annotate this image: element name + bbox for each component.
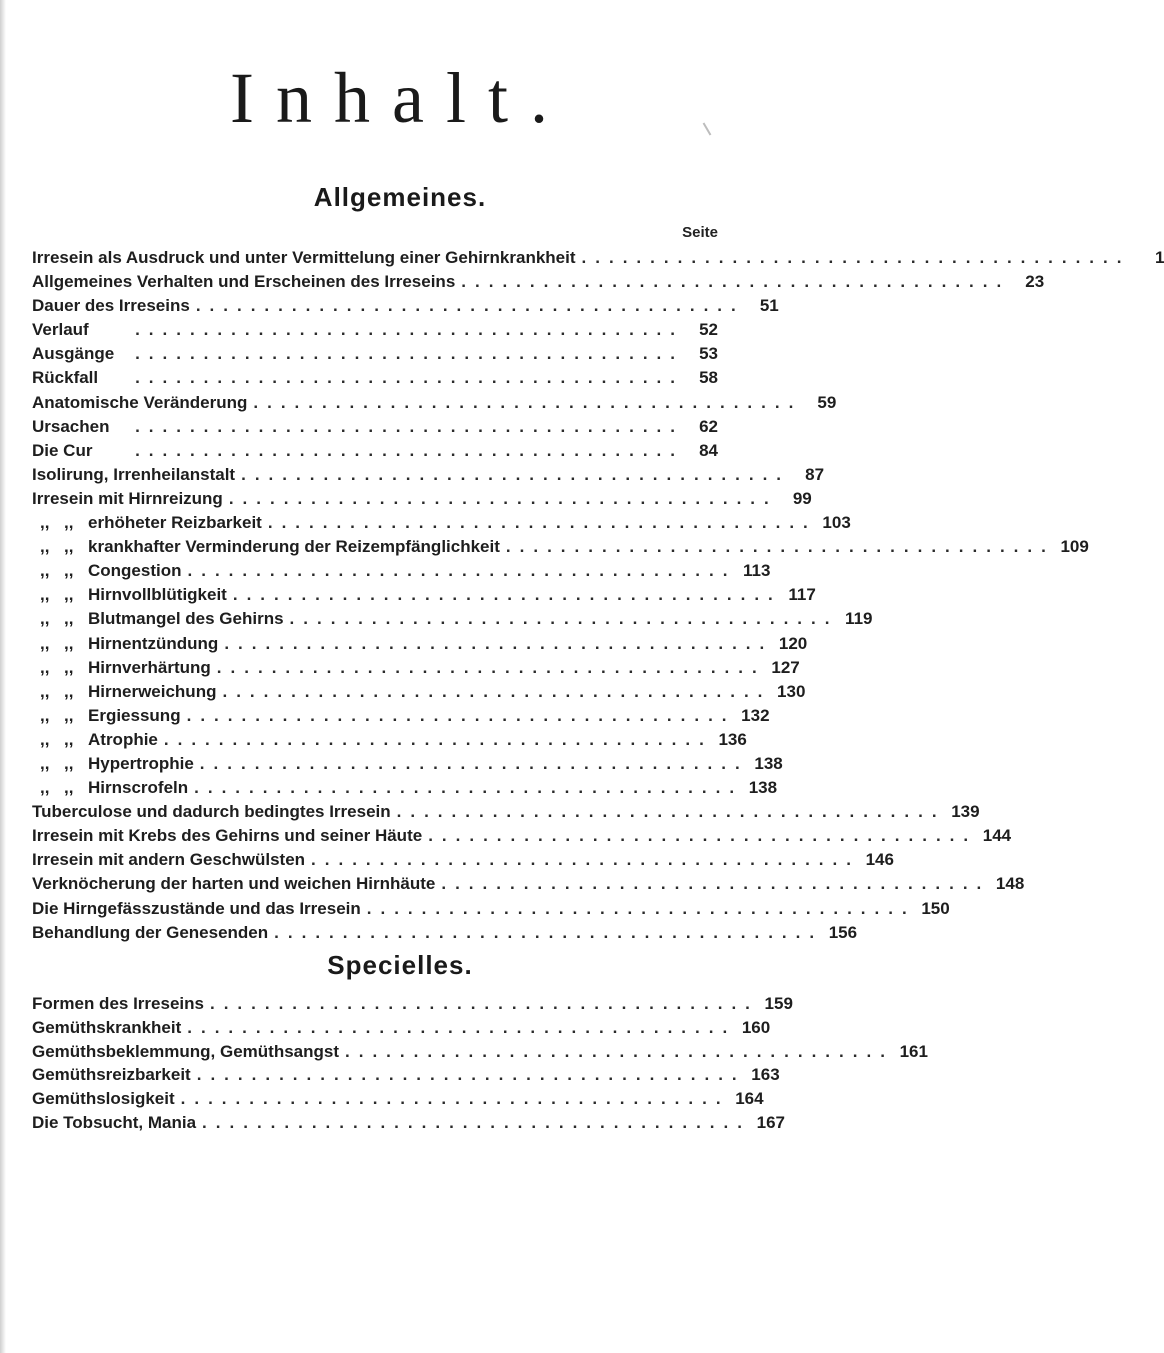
ditto-mark: ,, — [40, 513, 50, 533]
ditto-marks — [32, 656, 88, 680]
dot-leader: ........................................ — [163, 729, 713, 749]
dot-leader: ........................................ — [253, 392, 803, 412]
toc-entry-page: 84 — [699, 440, 718, 460]
ditto-mark: ,, — [40, 681, 50, 701]
ditto-mark: ,, — [40, 537, 50, 557]
toc-entry-title: Die Tobsucht, Mania — [32, 1112, 197, 1132]
ditto-mark: ,, — [64, 633, 74, 653]
dot-leader: ........................................ — [199, 753, 749, 773]
toc-entry-page: 87 — [805, 464, 825, 484]
toc-entry-page: 159 — [764, 994, 793, 1013]
toc-entry-page: 120 — [778, 633, 808, 653]
dot-leader: ........................................ — [232, 585, 782, 605]
toc-entry — [32, 1087, 764, 1111]
ditto-marks — [32, 607, 88, 631]
section-heading-general: Allgemeines. — [313, 182, 487, 212]
toc-entry-title: Irresein mit Krebs des Gehirns und seiner Häute — [32, 826, 423, 846]
toc-entry-page: 59 — [817, 392, 837, 412]
toc-entry-page: 62 — [699, 416, 718, 436]
toc-list-special — [32, 992, 928, 1135]
toc-entry-title: Formen des Irreseins — [32, 994, 204, 1013]
ditto-mark: ,, — [64, 609, 74, 629]
toc-entry — [32, 800, 980, 824]
ditto-marks — [32, 776, 88, 800]
toc-entry — [32, 318, 718, 342]
toc-entry-page: 130 — [777, 681, 806, 701]
toc-entry-title: Die Hirngefässzustände und das Irresein — [32, 898, 361, 918]
dot-leader: ........................................ — [366, 898, 916, 918]
toc-entry — [32, 728, 747, 752]
toc-entry — [32, 342, 718, 366]
toc-entry-page: 113 — [743, 561, 771, 581]
toc-entry — [32, 632, 808, 656]
dot-leader: ........................................ — [428, 826, 978, 846]
toc-entry-page: 127 — [771, 657, 800, 677]
toc-entry-title: Isolirung, Irrenheilanstalt — [32, 464, 236, 484]
toc-list-general — [32, 246, 1164, 945]
toc-entry — [32, 1016, 771, 1040]
toc-entry — [32, 680, 806, 704]
toc-entry-title: Ausgänge — [32, 344, 115, 364]
dot-leader: ........................................ — [135, 440, 684, 460]
toc-entry — [32, 848, 894, 872]
toc-entry-title: Hirnscrofeln — [88, 778, 189, 798]
ditto-marks — [32, 583, 88, 607]
toc-entry — [32, 776, 778, 800]
ditto-marks — [32, 632, 88, 656]
toc-entry-page: 160 — [741, 1017, 771, 1037]
toc-entry — [32, 463, 825, 487]
toc-entry-page: 138 — [748, 778, 778, 798]
ditto-marks — [32, 704, 88, 728]
toc-entry-title: Hirnvollblütigkeit — [88, 585, 227, 605]
toc-entry-page: 109 — [1060, 537, 1089, 557]
dot-leader: ........................................ — [135, 416, 684, 436]
toc-entry-title: Anatomische Veränderung — [32, 392, 248, 412]
toc-entry — [32, 487, 812, 511]
dot-leader: ........................................ — [241, 464, 791, 484]
dot-leader: ........................................ — [505, 537, 1055, 557]
ditto-mark: ,, — [40, 657, 50, 677]
dot-leader: ........................................ — [194, 778, 744, 798]
ditto-mark: ,, — [64, 681, 74, 701]
dot-leader: ........................................ — [187, 1017, 737, 1037]
toc-entry — [32, 872, 1025, 896]
toc-entry — [32, 607, 873, 631]
toc-entry — [32, 415, 718, 439]
toc-entry — [32, 246, 1164, 270]
toc-entry — [32, 559, 771, 583]
dot-leader: ........................................ — [289, 609, 839, 629]
toc-entry-page: 23 — [1025, 272, 1045, 292]
toc-entry-title: Congestion — [88, 561, 182, 581]
dot-leader: ........................................ — [135, 368, 684, 388]
toc-entry-title: krankhafter Verminderung der Reizempfänglichkeit — [88, 537, 500, 557]
toc-entry-title: Gemüthsreizbarkeit — [32, 1065, 191, 1085]
toc-entry-page: 164 — [735, 1089, 764, 1109]
ditto-mark: ,, — [40, 561, 50, 581]
toc-entry-title: Behandlung der Genesenden — [32, 922, 269, 942]
toc-entry — [32, 656, 800, 680]
ditto-marks — [32, 728, 88, 752]
dot-leader: ........................................ — [581, 248, 1131, 267]
toc-entry-title: Ursachen — [32, 416, 110, 436]
toc-entry — [32, 511, 851, 535]
ditto-marks — [32, 752, 88, 776]
toc-entry — [32, 391, 837, 415]
dot-leader: ........................................ — [202, 1112, 751, 1132]
dot-leader: ........................................ — [196, 1065, 746, 1085]
ditto-mark: ,, — [64, 778, 74, 798]
toc-entry-page: 150 — [921, 898, 950, 918]
ditto-mark: ,, — [64, 537, 74, 557]
toc-entry-title: Irresein mit Hirnreizung — [32, 488, 223, 508]
ditto-marks — [32, 535, 88, 559]
toc-entry — [32, 1063, 780, 1087]
toc-entry-page: 117 — [788, 585, 816, 605]
toc-entry-page: 163 — [751, 1065, 780, 1085]
ditto-mark: ,, — [40, 778, 50, 798]
toc-entry-title: Hirnentzündung — [88, 633, 219, 653]
toc-entry-title: Verlauf — [32, 320, 89, 340]
toc-entry — [32, 1040, 928, 1064]
toc-entry — [32, 439, 718, 463]
toc-entry-title: Rückfall — [32, 368, 99, 388]
ditto-mark: ,, — [64, 705, 74, 725]
dot-leader: ........................................ — [224, 633, 774, 653]
toc-entry — [32, 366, 718, 390]
toc-entry — [32, 704, 770, 728]
toc-entry-page: 53 — [699, 344, 718, 364]
toc-entry-page: 161 — [899, 1041, 928, 1061]
toc-entry — [32, 1111, 785, 1135]
ditto-mark: ,, — [40, 753, 50, 773]
toc-entry-title: Irresein als Ausdruck und unter Vermittelung einer Gehirnkrankheit — [32, 248, 576, 267]
ditto-mark: ,, — [40, 633, 50, 653]
toc-entry-title: Hirnverhärtung — [88, 657, 211, 677]
ditto-marks — [32, 511, 88, 535]
dot-leader: ........................................ — [187, 561, 737, 581]
toc-entry-page: 103 — [822, 513, 851, 533]
toc-entry-page: 119 — [845, 609, 873, 629]
ditto-mark: ,, — [64, 657, 74, 677]
toc-entry-title: Gemüthslosigkeit — [32, 1089, 175, 1109]
dot-leader: ........................................ — [222, 681, 772, 701]
toc-entry-page: 132 — [741, 705, 770, 725]
dot-leader: ........................................ — [186, 705, 736, 725]
ditto-mark: ,, — [40, 705, 50, 725]
ditto-mark: ,, — [64, 729, 74, 749]
page-column-label: Seite — [682, 224, 718, 241]
ditto-mark: ,, — [64, 513, 74, 533]
toc-entry — [32, 897, 950, 921]
toc-entry-title: Gemüthskrankheit — [32, 1017, 182, 1037]
toc-entry — [32, 583, 816, 607]
toc-entry-page: 52 — [699, 320, 718, 340]
dot-leader: ........................................ — [274, 922, 824, 942]
toc-entry — [32, 294, 779, 318]
page-title: Inhalt. — [230, 58, 570, 138]
toc-entry-title: Hypertrophie — [88, 753, 194, 773]
toc-entry-page: 167 — [756, 1112, 785, 1132]
toc-entry — [32, 921, 858, 945]
toc-entry-page: 146 — [865, 850, 894, 870]
toc-entry — [32, 752, 783, 776]
dot-leader: ........................................ — [180, 1089, 730, 1109]
toc-entry-page: 51 — [759, 296, 779, 316]
ditto-mark: ,, — [64, 585, 74, 605]
toc-entry-title: Hirnerweichung — [88, 681, 217, 701]
toc-entry-page: 58 — [699, 368, 718, 388]
toc-entry — [32, 535, 1089, 559]
toc-entry-title: Atrophie — [88, 729, 158, 749]
toc-entry-page: 136 — [718, 729, 747, 749]
toc-entry-page: 144 — [982, 826, 1012, 846]
dot-leader: ........................................ — [135, 320, 684, 340]
ditto-marks — [32, 559, 88, 583]
toc-entry-page: 1 — [1155, 248, 1164, 267]
toc-entry-page: 156 — [828, 922, 858, 942]
ditto-marks — [32, 680, 88, 704]
dot-leader: ........................................ — [216, 657, 766, 677]
dot-leader: ........................................ — [195, 296, 745, 316]
toc-entry-page: 99 — [792, 488, 812, 508]
toc-entry — [32, 824, 1012, 848]
ditto-mark: ,, — [64, 561, 74, 581]
dot-leader: ........................................ — [441, 874, 991, 894]
ditto-mark: ,, — [64, 753, 74, 773]
toc-entry-title: erhöheter Reizbarkeit — [88, 513, 262, 533]
dot-leader: ........................................ — [267, 513, 817, 533]
toc-entry-title: Blutmangel des Gehirns — [88, 609, 284, 629]
dot-leader: ........................................ — [135, 344, 684, 364]
dot-leader: ........................................ — [345, 1041, 894, 1061]
dot-leader: ........................................ — [461, 272, 1011, 292]
toc-entry — [32, 270, 1045, 294]
toc-entry-title: Ergiessung — [88, 705, 181, 725]
toc-entry-title: Dauer des Irreseins — [32, 296, 190, 316]
toc-entry-title: Die Cur — [32, 440, 93, 460]
toc-entry-title: Irresein mit andern Geschwülsten — [32, 850, 306, 870]
dot-leader: ........................................ — [311, 850, 860, 870]
dot-leader: ........................................ — [209, 994, 759, 1013]
toc-entry-title: Gemüthsbeklemmung, Gemüthsangst — [32, 1041, 339, 1061]
ditto-mark: ,, — [40, 609, 50, 629]
section-heading-special: Specielles. — [327, 950, 473, 980]
ditto-mark: ,, — [40, 585, 50, 605]
dot-leader: ........................................ — [228, 488, 778, 508]
dot-leader: ........................................ — [396, 802, 946, 822]
toc-entry-title: Tuberculose und dadurch bedingtes Irresein — [32, 802, 391, 822]
toc-entry-page: 148 — [995, 874, 1025, 894]
toc-entry-title: Allgemeines Verhalten und Erscheinen des Irreseins — [32, 272, 456, 292]
toc-entry-page: 139 — [951, 802, 980, 822]
ditto-mark: ,, — [40, 729, 50, 749]
toc-entry — [32, 992, 793, 1016]
toc-entry-page: 138 — [754, 753, 783, 773]
toc-entry-title: Verknöcherung der harten und weichen Hirnhäute — [32, 874, 436, 894]
